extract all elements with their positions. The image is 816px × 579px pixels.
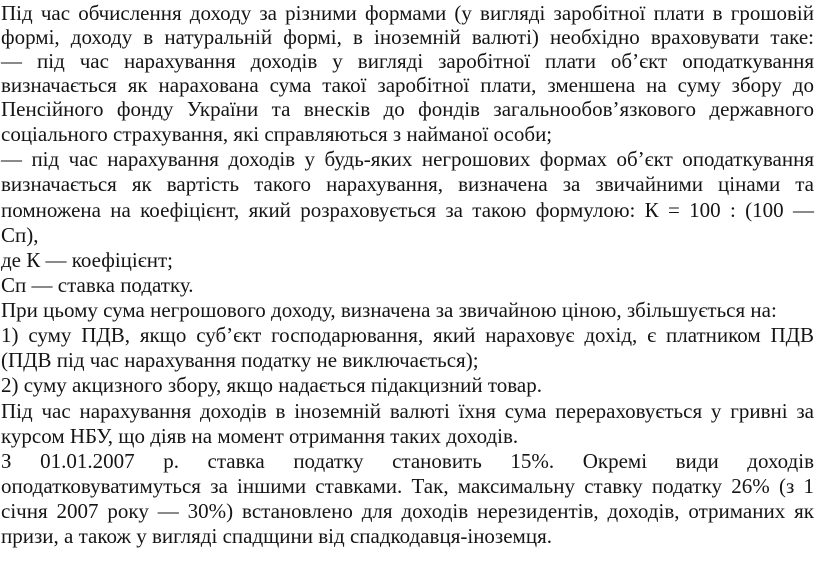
text-line: Сп — ставка податку. [1, 273, 194, 297]
text-line: помножена на коефіцієнт, який розраховується за такою формулою: К = 100 : (100 — [1, 198, 814, 222]
text-line: визначається як нарахована сума такої заробітної плати, зменшена на суму збору до [1, 73, 814, 97]
text-line: 1) суму ПДВ, якщо суб’єкт господарювання, який нараховує дохід, є платником ПДВ [1, 323, 814, 347]
text-line: Під час обчислення доходу за різними формами (у вигляді заробітної плати в грошовій [1, 1, 814, 25]
text-line: (ПДВ під час нарахування податку не виключається); [1, 348, 479, 372]
text-line: курсом НБУ, що діяв на момент отримання таких доходів. [1, 424, 519, 448]
text-line: — під час нарахування доходів у будь-яких негрошових формах об’єкт оподаткування [1, 147, 814, 171]
text-line: січня 2007 року — 30%) встановлено для доходів нерезидентів, доходів, отриманих як [1, 499, 814, 523]
text-line: Пенсійного фонду України та внесків до фондів загальнообов’язкового державного [1, 97, 814, 121]
text-line: оподатковуватимуться за іншими ставками. Так, максимальну ставку податку 26% (з 1 [1, 474, 814, 498]
text-line: визначається як вартість такого нарахування, визначена за звичайними цінами та [1, 172, 814, 196]
text-line: З 01.01.2007 р. ставка податку становить 15%. Окремі види доходів [1, 449, 814, 473]
text-line: 2) суму акцизного збору, якщо надається підакцизний товар. [1, 373, 542, 397]
text-line: Сп), [1, 223, 39, 247]
text-line: соціального страхування, які справляються з найманої особи; [1, 122, 553, 146]
text-line: де К — коефіцієнт; [1, 248, 174, 272]
text-line: формі, доходу в натуральній формі, в іноземній валюті) необхідно враховувати таке: [1, 25, 814, 49]
text-line: При цьому сума негрошового доходу, визначена за звичайною ціною, збільшується на: [1, 298, 777, 322]
text-line: призи, а також у вигляді спадщини від спадкодавця-іноземця. [1, 524, 552, 548]
text-line: — під час нарахування доходів у вигляді заробітної плати об’єкт оподаткування [1, 49, 814, 73]
text-line: Під час нарахування доходів в іноземній валюті їхня сума перераховується у гривні за [1, 399, 814, 423]
